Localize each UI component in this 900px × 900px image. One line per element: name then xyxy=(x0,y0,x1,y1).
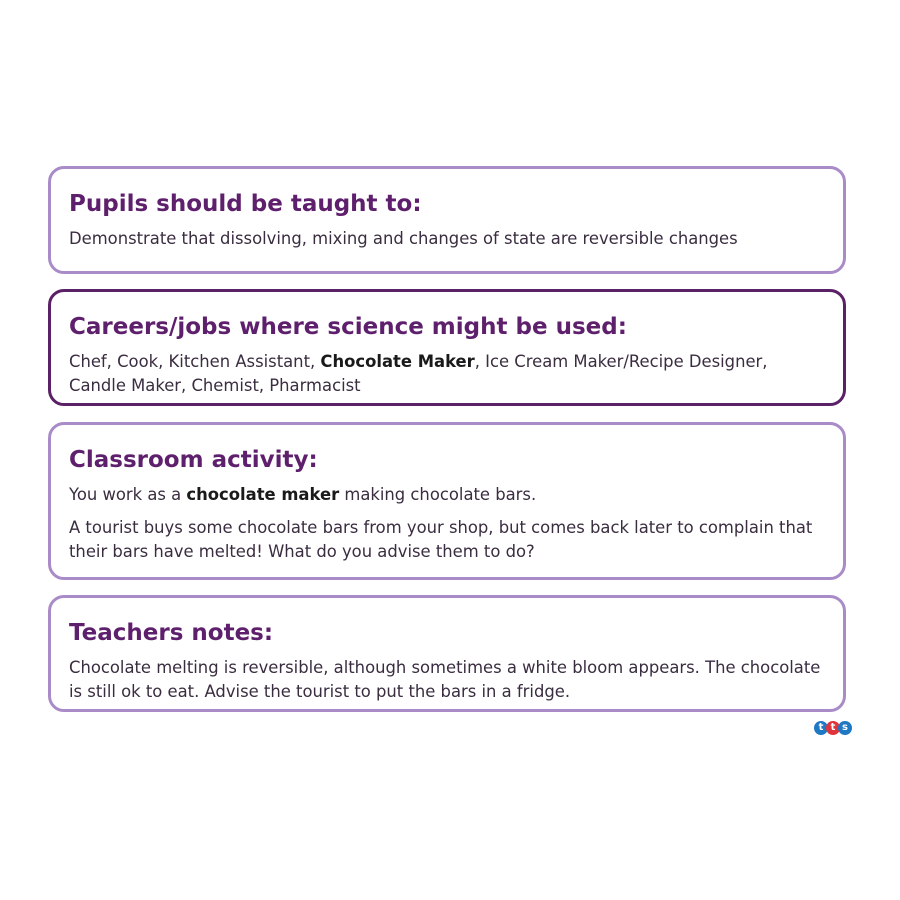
careers-card xyxy=(48,289,846,406)
activity-intro-start: You work as a xyxy=(69,485,187,504)
classroom-activity-scenario: A tourist buys some chocolate bars from your shop, but comes back later to complain that their bars have melted! What do you advise them to do? xyxy=(69,518,813,561)
logo-letter-s: s xyxy=(838,721,852,735)
careers-heading: Careers/jobs where science might be used: xyxy=(69,314,627,340)
logo-letter-t1: t xyxy=(814,721,828,735)
pupils-taught-text: Demonstrate that dissolving, mixing and changes of state are reversible changes xyxy=(69,229,738,248)
logo-letter-t2: t xyxy=(826,721,840,735)
classroom-activity-heading: Classroom activity: xyxy=(69,447,318,473)
careers-text-end: , Ice Cream Maker/Recipe Designer, Candle Maker, Chemist, Pharmacist xyxy=(69,352,768,395)
careers-text-start: Chef, Cook, Kitchen Assistant, xyxy=(69,352,321,371)
activity-intro-highlight: chocolate maker xyxy=(186,485,340,504)
teachers-notes-text: Chocolate melting is reversible, although sometimes a white bloom appears. The chocolate is still ok to eat. Advise the tourist to put the bars in a fridge. xyxy=(69,658,821,701)
pupils-taught-card xyxy=(48,166,846,274)
activity-intro-end: making chocolate bars. xyxy=(339,485,537,504)
teachers-notes-heading: Teachers notes: xyxy=(69,620,274,646)
careers-text-highlight: Chocolate Maker xyxy=(320,352,475,371)
classroom-activity-intro xyxy=(69,483,825,507)
teachers-notes-card xyxy=(48,595,846,712)
classroom-activity-card xyxy=(48,422,846,580)
careers-text xyxy=(69,350,825,398)
pupils-taught-heading: Pupils should be taught to: xyxy=(69,191,422,217)
tts-logo xyxy=(814,719,852,737)
